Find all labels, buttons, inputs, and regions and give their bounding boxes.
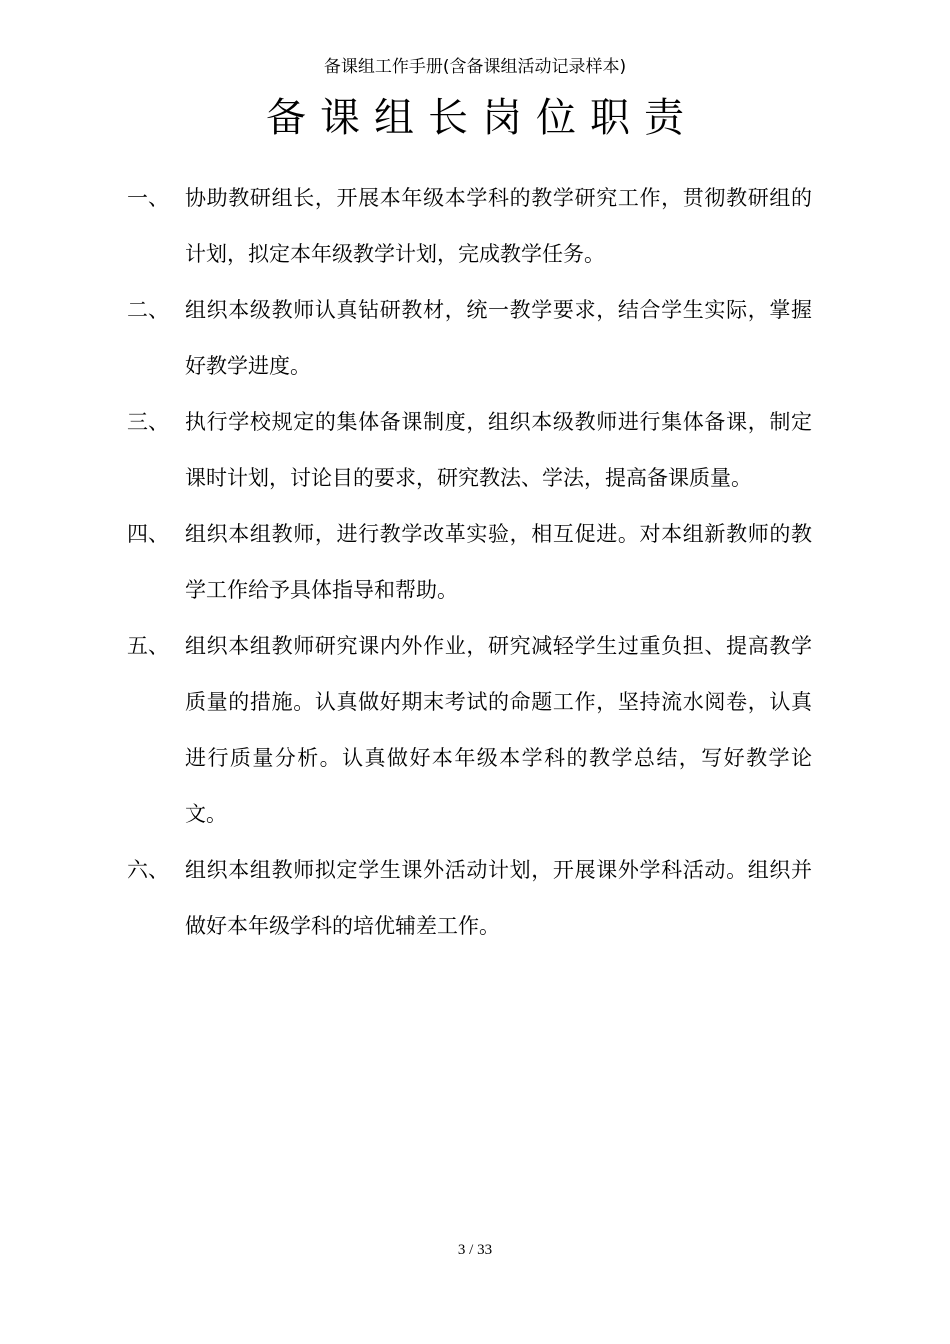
item-text: 组织本组教师拟定学生课外活动计划，开展课外学科活动。组织并做好本年级学科的培优辅差工作。: [185, 858, 812, 938]
page-title: 备课组长岗位职责: [266, 95, 698, 141]
item-text: 组织本组教师，进行教学改革实验，相互促进。对本组新教师的教学工作给予具体指导和帮助。: [185, 522, 812, 602]
list-item: [127, 394, 827, 506]
page-number: 3 / 33: [457, 1242, 493, 1258]
list-item: [127, 506, 827, 618]
item-number: 六、: [127, 858, 169, 882]
item-text: 执行学校规定的集体备课制度，组织本级教师进行集体备课，制定课时计划，讨论目的要求，研究教法、学法，提高备课质量。: [185, 410, 812, 490]
item-text: 组织本级教师认真钻研教材，统一教学要求，结合学生实际，掌握好教学进度。: [185, 298, 812, 378]
item-text: 协助教研组长，开展本年级本学科的教学研究工作，贯彻教研组的计划，拟定本年级教学计划，完成教学任务。: [185, 186, 812, 266]
duty-list: [127, 170, 827, 954]
list-item: [127, 618, 827, 842]
item-number: 四、: [127, 522, 169, 546]
item-text: 组织本组教师研究课内外作业，研究减轻学生过重负担、提高教学质量的措施。认真做好期末考试的命题工作，坚持流水阅卷，认真进行质量分析。认真做好本年级本学科的教学总结，写好教学论文。: [185, 634, 812, 826]
item-number: 五、: [127, 634, 169, 658]
item-number: 二、: [127, 298, 169, 322]
item-number: 三、: [127, 410, 169, 434]
list-item: [127, 170, 827, 282]
list-item: [127, 282, 827, 394]
item-number: 一、: [127, 186, 169, 210]
running-header: 备课组工作手册(含备课组活动记录样本): [323, 57, 627, 77]
list-item: [127, 842, 827, 954]
